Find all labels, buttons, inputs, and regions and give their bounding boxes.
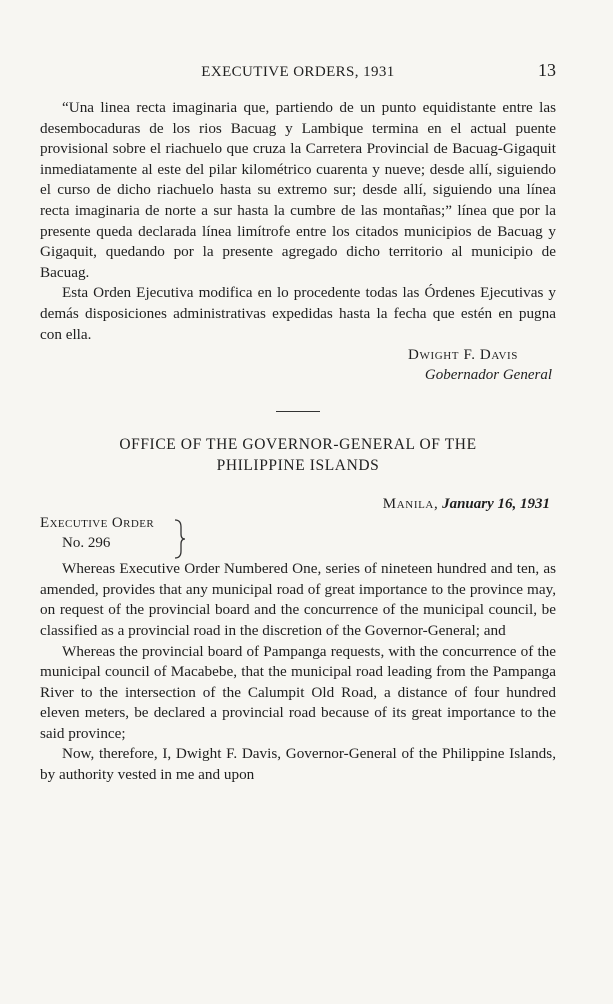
running-title: EXECUTIVE ORDERS, 1931: [201, 64, 395, 80]
page-header: [40, 58, 556, 88]
order-label: Executive Order: [40, 515, 155, 532]
whereas-paragraph-2: Whereas the provincial board of Pampanga requests, with the concurrence of the municipal council of Macabebe, that the municipal road leading from the Pampanga River to the intersection of the Calumpit Old Road, a distance of four hundred eleven meters, be declared a provincial road because of its great importance to the said province;: [40, 642, 556, 742]
signature-name: Dwight F. Davis: [408, 347, 518, 364]
spanish-modification-paragraph: Esta Orden Ejecutiva modifica en lo procedente todas las Órdenes Ejecutivas y demás disposiciones administrativas expedidas hasta la fecha que estén en pugna con ella.: [40, 284, 556, 343]
brace-icon: [172, 519, 186, 559]
whereas-paragraph-1: Whereas Executive Order Numbered One, series of nineteen hundred and ten, as amended, provides that any municipal road of great importance to the province may, on request of the provincial board and the concurrence of the municipal council, be classified as a provincial road in the discretion of the Governor-General; and: [40, 560, 556, 639]
executive-order-label: [40, 515, 556, 559]
office-heading: [40, 434, 556, 476]
office-heading-line2: PHILIPPINE ISLANDS: [216, 457, 380, 475]
signature-block: [40, 345, 556, 385]
document-page: [40, 58, 556, 786]
dateline-date: January 16, 1931: [442, 496, 550, 513]
office-heading-line1: OFFICE OF THE GOVERNOR-GENERAL OF THE: [119, 436, 477, 454]
order-number: No. 296: [62, 535, 111, 552]
spanish-quote-paragraph: “Una linea recta imaginaria que, partiendo de un punto equidistante entre las desembocaduras de los rios Bacuag y Lambique termina en el actual puente provisional sobre el riachuelo que cruza la Carretera Provincial de Bacuag-Gigaquit inmediatamente al este del pilar kilométrico cuarenta y nueve; desde allí, siguiendo el curso de dicho riachuelo hasta su extremo sur; desde allí, siguiendo una línea recta imaginaria de norte a sur hasta la cumbre de las montañas;” línea que por la presente queda declarada línea limítrofe entre los citados municipios de Bacuag y Gigaquit, quedando por la presente agregado dicho territorio al municipio de Bacuag.: [40, 99, 556, 281]
now-therefore-paragraph: Now, therefore, I, Dwight F. Davis, Governor-General of the Philippine Islands, by authority vested in me and upon: [40, 745, 556, 784]
dateline: [40, 496, 556, 513]
dateline-place: Manila,: [382, 496, 439, 513]
page-number: 13: [538, 60, 556, 80]
section-divider: [276, 411, 320, 412]
signature-title: Gobernador General: [424, 367, 552, 384]
